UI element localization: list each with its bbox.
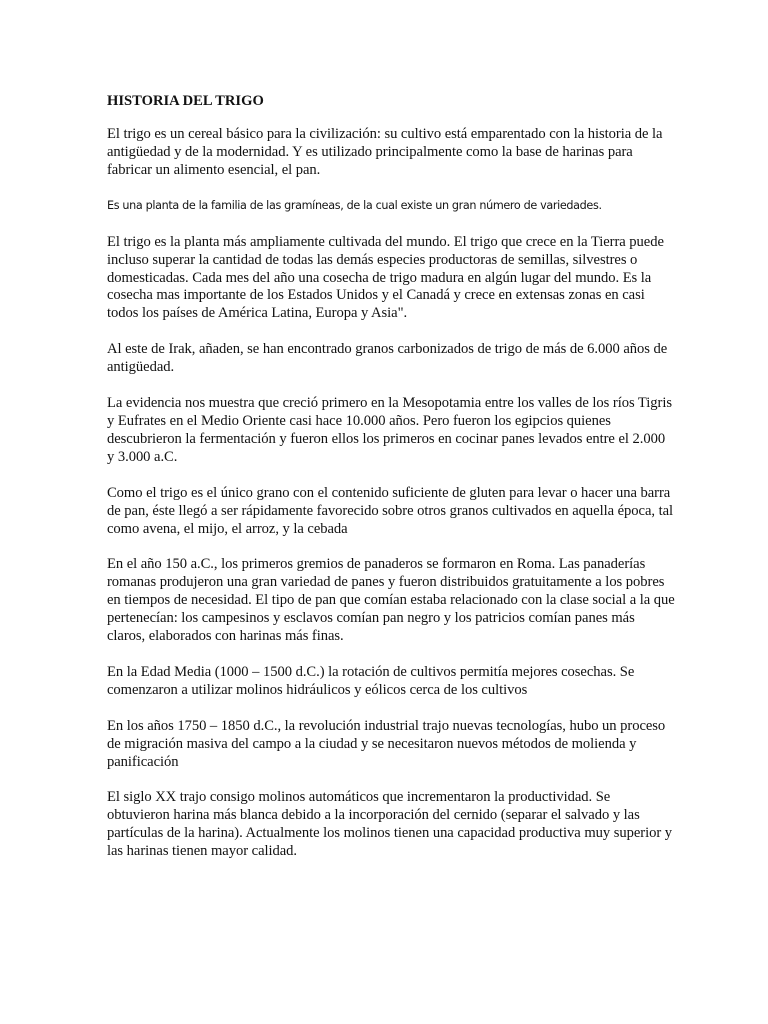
paragraph-intro: El trigo es un cereal básico para la civilización: su cultivo está emparentado con la historia de la antigüedad y de la modernidad. Y es utilizado principalmente como la base de harinas para fabricar un alimento esencial, el pan.	[107, 126, 663, 178]
document-body	[107, 92, 675, 879]
paragraph-rome: En el año 150 a.C., los primeros gremios de panaderos se formaron en Roma. Las panaderías romanas produjeron una gran variedad de panes y fueron distribuidos gratuitamente a los pobres en tiempos de necesidad. El tipo de pan que comían estaba relacionado con la clase social a la que pertenecían: los campesinos y esclavos comían pan negro y los patricios comían panes más claros, elaborados con harinas más finas.	[107, 556, 675, 645]
document-title: HISTORIA DEL TRIGO	[107, 93, 264, 109]
paragraph-middle-ages: En la Edad Media (1000 – 1500 d.C.) la rotación de cultivos permitía mejores cosechas. Se comenzaron a utilizar molinos hidráulicos y eólicos cerca de los cultivos	[107, 663, 635, 698]
paragraph-mesopotamia: La evidencia nos muestra que creció primero en la Mesopotamia entre los valles de los ríos Tigris y Eufrates en el Medio Oriente casi hace 10.000 años. Pero fueron los egipcios quienes descubrieron la fermentación y fueron ellos los primeros en cocinar panes levados entre el 2.000 y 3.000 a.C.	[107, 395, 672, 465]
paragraph-industrial-revolution: En los años 1750 – 1850 d.C., la revolución industrial trajo nuevas tecnologías, hubo un proceso de migración masiva del campo a la ciudad y se necesitaron nuevos métodos de molienda y panificación	[107, 717, 666, 770]
paragraph-family: Es una planta de la familia de las gramíneas, de la cual existe un gran número de variedades.	[107, 198, 602, 212]
paragraph-irak: Al este de Irak, añaden, se han encontrado granos carbonizados de trigo de más de 6.000 años de antigüedad.	[107, 341, 668, 376]
paragraph-cultivation: El trigo es la planta más ampliamente cultivada del mundo. El trigo que crece en la Tierra puede incluso superar la cantidad de todas las demás especies productoras de semillas, silvestres o domesticadas. Cada mes del año una cosecha de trigo madura en algún lugar del mundo. Es la cosecha mas importante de los Estados Unidos y el Canadá y crece en extensas zonas en casi todos los países de América Latina, Europa y Asia".	[107, 233, 664, 322]
paragraph-gluten: Como el trigo es el único grano con el contenido suficiente de gluten para levar o hacer una barra de pan, éste llegó a ser rápidamente favorecido sobre otros granos cultivados en aquella época, tal como avena, el mijo, el arroz, y la cebada	[107, 484, 674, 537]
paragraph-twentieth-century: El siglo XX trajo consigo molinos automáticos que incrementaron la productividad. Se obtuvieron harina más blanca debido a la incorporación del cernido (separar el salvado y las partículas de la harina). Actualmente los molinos tienen una capacidad productiva muy superior y las harinas tienen mayor calidad.	[107, 789, 672, 860]
